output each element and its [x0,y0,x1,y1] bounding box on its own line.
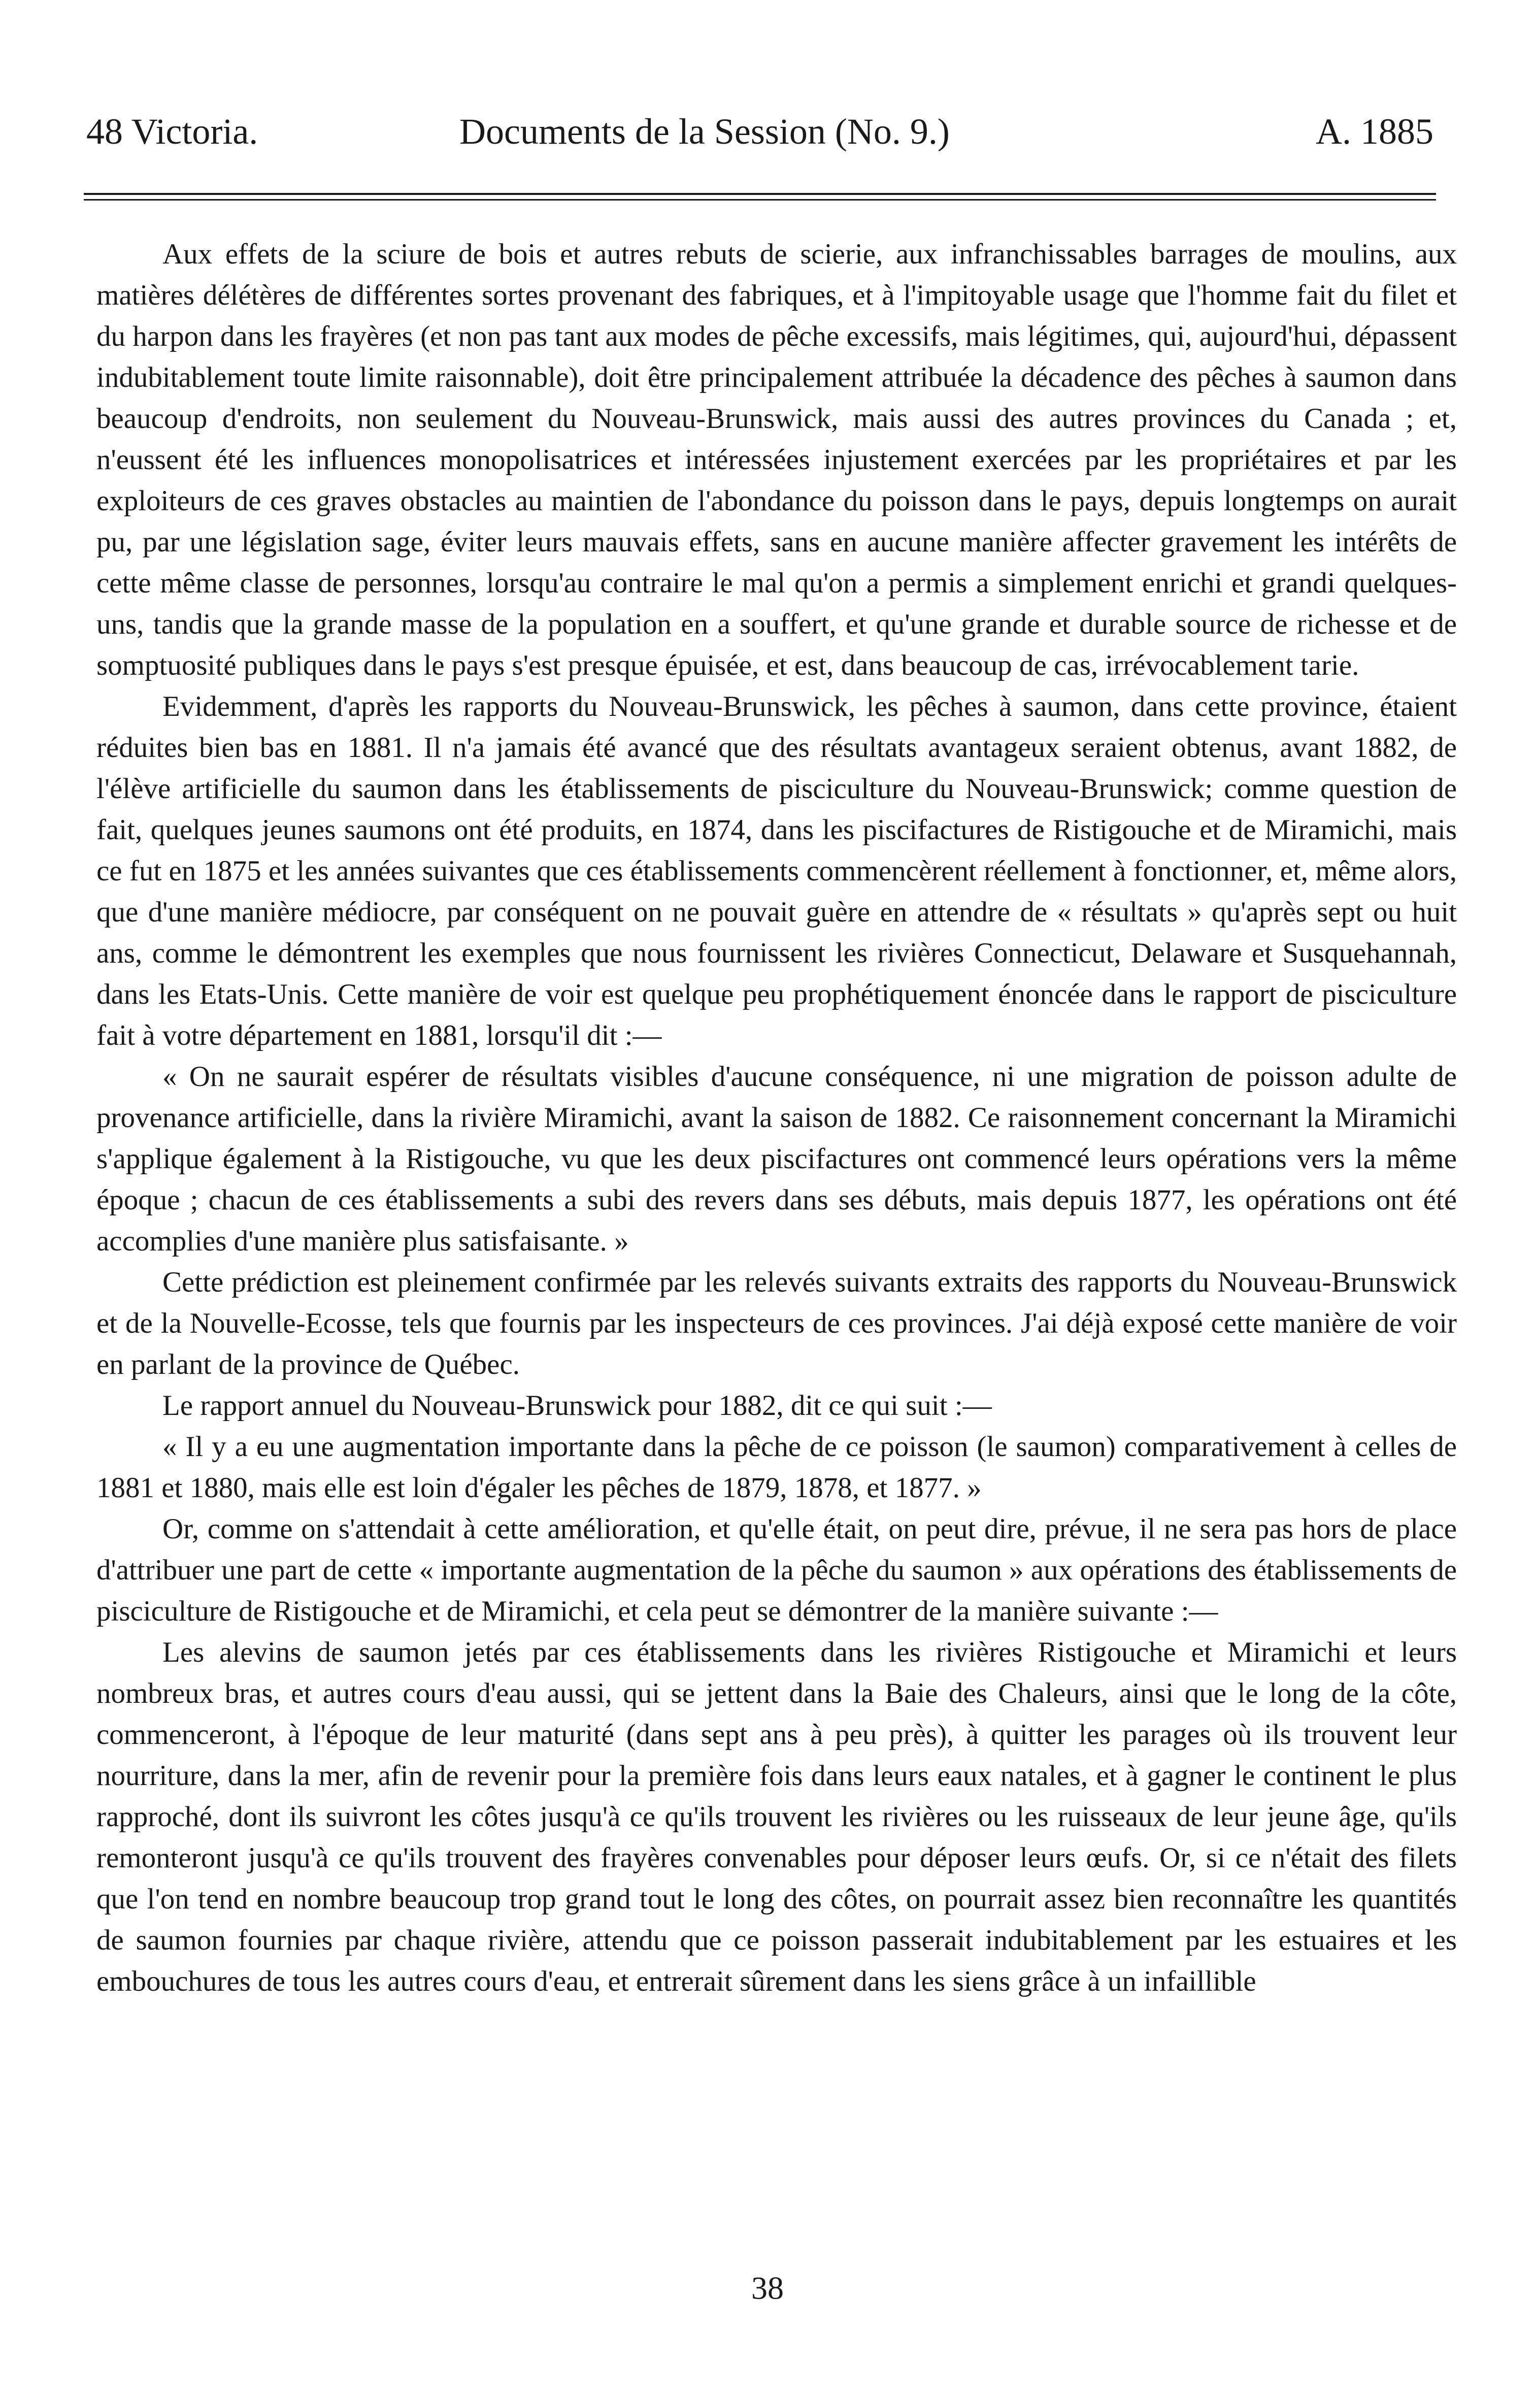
paragraph-6-quote: « Il y a eu une augmentation importante dans la pêche de ce poisson (le saumon) comparativement à celles de 1881 et 1880, mais elle est loin d'égaler les pêches de 1879, 1878, et 1877. » [96,1431,1457,1504]
paragraph-5: Le rapport annuel du Nouveau-Brunswick pour 1882, dit ce qui suit :— [162,1390,992,1422]
header-rule-top [84,193,1436,195]
body-text [96,234,1457,2002]
paragraph-4: Cette prédiction est pleinement confirmée par les relevés suivants extraits des rapports du Nouveau-Brunswick et de la Nouvelle-Ecosse, tels que fournis par les inspecteurs de ces provinces. J'ai déjà exposé cette manière de voir en parlant de la province de Québec. [96,1266,1457,1380]
page-number: 38 [751,2270,784,2306]
header-volume: 48 Victoria. [86,111,258,152]
paragraph-8: Les alevins de saumon jetés par ces établissements dans les rivières Ristigouche et Miramichi et leurs nombreux bras, et autres cours d'eau aussi, qui se jettent dans la Baie des Chaleurs, ainsi que le long de la côte, commenceront, à l'époque de leur maturité (dans sept ans à peu près), à quitter les parages où ils trouvent leur nourriture, dans la mer, afin de revenir pour la première fois dans leurs eaux natales, et à gagner le continent le plus rapproché, dont ils suivront les côtes jusqu'à ce qu'ils trouvent les rivières ou les ruisseaux de leur jeune âge, qu'ils remonteront jusqu'à ce qu'ils trouvent des frayères convenables pour déposer leurs œufs. Or, si ce n'était des filets que l'on tend en nombre beaucoup trop grand tout le long des côtes, on pourrait assez bien reconnaître les quantités de saumon fournies par chaque rivière, attendu que ce poisson passerait indubitablement par les estuaires et les embouchures de tous les autres cours d'eau, et entrerait sûrement dans les siens grâce à un infaillible [96,1636,1457,1997]
paragraph-3-quote: « On ne saurait espérer de résultats visibles d'aucune conséquence, ni une migration de poisson adulte de provenance artificielle, dans la rivière Miramichi, avant la saison de 1882. Ce raisonnement concernant la Miramichi s'applique également à la Ristigouche, vu que les deux piscifactures ont commencé leurs opérations vers la même époque ; chacun de ces établissements a subi des revers dans ses débuts, mais depuis 1877, les opérations ont été accomplies d'une manière plus satisfaisante. » [96,1061,1457,1257]
header-year: A. 1885 [1316,111,1433,152]
header-rule-bottom [84,199,1436,201]
running-header [86,111,1433,167]
header-title: Documents de la Session (No. 9.) [459,111,950,152]
paragraph-7: Or, comme on s'attendait à cette amélioration, et qu'elle était, on peut dire, prévue, il ne sera pas hors de place d'attribuer une part de cette « importante augmentation de la pêche du saumon » aux opérations des établissements de pisciculture de Ristigouche et de Miramichi, et cela peut se démontrer de la manière suivante :— [96,1513,1457,1627]
paragraph-1: Aux effets de la sciure de bois et autres rebuts de scierie, aux infranchissables barrages de moulins, aux matières délétères de différentes sortes provenant des fabriques, et à l'impitoyable usage que l'homme fait du filet et du harpon dans les frayères (et non pas tant aux modes de pêche excessifs, mais légitimes, qui, aujourd'hui, dépassent indubitablement toute limite raisonnable), doit être principalement attribuée la décadence des pêches à saumon dans beaucoup d'endroits, non seulement du Nouveau-Brunswick, mais aussi des autres provinces du Canada ; et, n'eussent été les influences monopolisatrices et intéressées injustement exercées par les propriétaires et par les exploiteurs de ces graves obstacles au maintien de l'abondance du poisson dans le pays, depuis longtemps on aurait pu, par une législation sage, éviter leurs mauvais effets, sans en aucune manière affecter gravement les intérêts de cette même classe de personnes, lorsqu'au contraire le mal qu'on a permis a simplement enrichi et grandi quelques-uns, tandis que la grande masse de la population en a souffert, et qu'une grande et durable source de richesse et de somptuosité publiques dans le pays s'est presque épuisée, et est, dans beaucoup de cas, irrévocablement tarie. [96,238,1457,681]
paragraph-2: Evidemment, d'après les rapports du Nouveau-Brunswick, les pêches à saumon, dans cette province, étaient réduites bien bas en 1881. Il n'a jamais été avancé que des résultats avantageux seraient obtenus, avant 1882, de l'élève artificielle du saumon dans les établissements de pisciculture du Nouveau-Brunswick; comme question de fait, quelques jeunes saumons ont été produits, en 1874, dans les piscifactures de Ristigouche et de Miramichi, mais ce fut en 1875 et les années suivantes que ces établissements commencèrent réellement à fonctionner, et, même alors, que d'une manière médiocre, par conséquent on ne pouvait guère en attendre de « résultats » qu'après sept ou huit ans, comme le démontrent les exemples que nous fournissent les rivières Connecticut, Delaware et Susquehannah, dans les Etats-Unis. Cette manière de voir est quelque peu prophétiquement énoncée dans le rapport de pisciculture fait à votre département en 1881, lorsqu'il dit :— [96,690,1457,1051]
